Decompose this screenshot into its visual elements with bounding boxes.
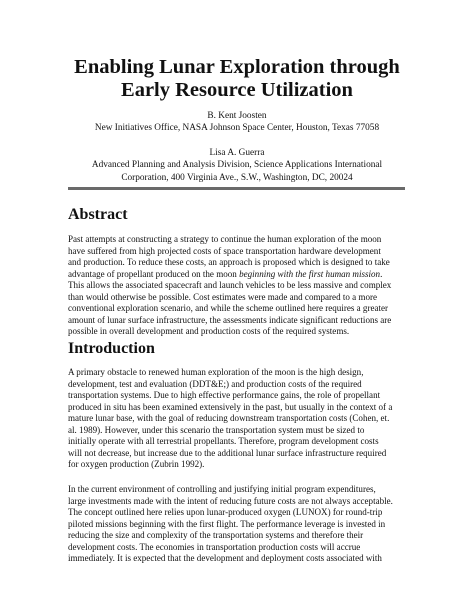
text-line: A primary obstacle to renewed human exploration of the moon is the high design, <box>68 367 364 377</box>
text-line: immediately. It is expected that the development and deployment costs associated with <box>68 553 382 564</box>
text-line: will not decrease, but increase due to the additional lunar surface infrastructure required <box>68 447 387 458</box>
author-name: Lisa A. Guerra <box>209 148 265 159</box>
text-line: development costs. The economies in transportation production costs will accrue <box>68 541 361 552</box>
text-line: have suffered from high projected costs of space transportation hardware development <box>68 245 381 256</box>
text-line: This allows the associated spacecraft and launch vehicles to be less massive and complex <box>68 280 392 291</box>
abstract-heading: Abstract <box>68 206 128 223</box>
paper-title-line-2: Early Resource Utilization <box>121 79 353 101</box>
text-line: than would otherwise be possible. Cost estimates were made and compared to a more <box>68 291 378 302</box>
text-line: mature lunar base, with the goal of reducing downstream transportation costs (Cohen, et. <box>68 413 390 424</box>
text-line: The concept outlined here relies upon lunar-produced oxygen (LUNOX) for round-trip <box>68 507 383 518</box>
text-line: Past attempts at constructing a strategy to continue the human exploration of the moon <box>68 234 382 244</box>
author-affiliation: New Initiatives Office, NASA Johnson Space Center, Houston, Texas 77058 <box>94 123 380 134</box>
paper-title-line-1: Enabling Lunar Exploration through <box>74 56 400 78</box>
text-line: possible in overall development and production costs of the required systems. <box>68 326 350 337</box>
text-line: transportation systems. Due to high effective performance gains, the role of propellant <box>68 390 381 401</box>
author-name: B. Kent Joosten <box>207 111 267 121</box>
text-line: produced in situ has been examined extensively in the past, but usually in the context of a <box>68 401 393 412</box>
text-line: initially operate with all terrestrial propellants. Therefore, program development costs <box>68 436 379 447</box>
text-line: al. 1989). However, under this scenario the transportation system must be sized to <box>68 424 365 435</box>
paper-title <box>0 56 474 102</box>
text-line: for oxygen production (Zubrin 1992). <box>68 459 205 470</box>
author-block <box>40 110 434 184</box>
emphasized-text: beginning with the first human mission <box>239 268 381 279</box>
author-affiliation: Corporation, 400 Virginia Ave., S.W., Washington, DC, 20024 <box>121 172 353 183</box>
text-line: In the current environment of controlling and justifying initial program expenditures, <box>68 484 376 494</box>
text-line: amount of lunar surface infrastructure, the assessments indicate significant reductions are <box>68 314 392 325</box>
text-line: piloted missions beginning with the first flight. The performance leverage is invested in <box>68 518 386 529</box>
introduction-paragraph-2 <box>68 484 413 565</box>
abstract-paragraph <box>68 234 413 338</box>
text-line: development, test and evaluation (DDT&E;) and production costs of the required <box>68 378 362 389</box>
author-affiliation: Advanced Planning and Analysis Division, Science Applications International <box>91 160 383 171</box>
introduction-paragraph-1 <box>68 367 413 471</box>
text-line: reducing the size and complexity of the transportation systems and therefore their <box>68 530 364 541</box>
text-line: conventional exploration scenario, and while the scheme outlined here requires a greater <box>68 303 389 314</box>
text-run: . <box>380 268 383 279</box>
text-line <box>68 269 413 281</box>
introduction-heading: Introduction <box>68 340 155 357</box>
header-divider <box>68 187 405 190</box>
text-line: and production. To reduce these costs, an approach is proposed which is designed to take <box>68 257 390 268</box>
text-line: large investments made with the intent of reducing future costs are not always acceptable. <box>68 495 393 506</box>
text-run: advantage of propellant produced on the moon <box>68 268 240 279</box>
